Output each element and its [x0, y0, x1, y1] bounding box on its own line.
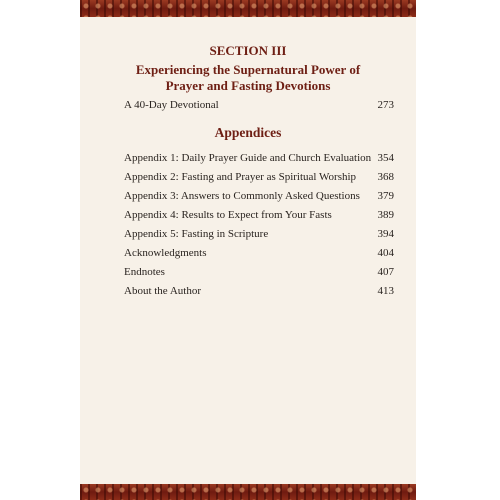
toc-entry-page-number: 273: [377, 99, 394, 111]
toc-entry-appendix-2[interactable]: [124, 170, 394, 184]
toc-entry-title: Appendix 4: Results to Expect from Your Fasts: [124, 209, 332, 221]
toc-entry-title: Appendix 3: Answers to Commonly Asked Questions: [124, 190, 360, 202]
top-decorative-border: [80, 0, 416, 17]
toc-entry-page-number: 389: [377, 209, 394, 221]
toc-entry-appendix-5[interactable]: [124, 227, 394, 241]
section-title-line-1: Experiencing the Supernatural Power of: [135, 62, 361, 77]
toc-entry-title: Appendix 1: Daily Prayer Guide and Church Evaluation: [124, 152, 372, 164]
toc-entry-endnotes[interactable]: [124, 265, 394, 279]
toc-entry-page-number: 413: [377, 285, 394, 297]
toc-entry-title: Endnotes: [124, 266, 165, 278]
toc-entry-title: About the Author: [124, 285, 201, 297]
toc-entry-page-number: 368: [377, 171, 394, 183]
toc-entry-page-number: 379: [377, 190, 394, 202]
toc-entry-acknowledgments[interactable]: [124, 246, 394, 260]
toc-entry-appendix-4[interactable]: [124, 208, 394, 222]
toc-entry-page-number: 404: [377, 247, 394, 259]
toc-entry-title: Appendix 5: Fasting in Scripture: [124, 228, 269, 240]
toc-entry-page-number: 394: [377, 228, 394, 240]
bottom-decorative-border: [80, 484, 416, 500]
toc-entry-appendix-3[interactable]: [124, 189, 394, 203]
toc-entry-page-number: 407: [377, 266, 394, 278]
toc-entry-title: A 40-Day Devotional: [124, 99, 219, 111]
toc-entry-appendix-1[interactable]: [124, 151, 394, 165]
section-title-line-2: Prayer and Fasting Devotions: [165, 78, 331, 93]
section-number: SECTION III: [209, 43, 287, 58]
toc-entry-title: Acknowledgments: [124, 247, 207, 259]
toc-entry-page-number: 354: [377, 152, 394, 164]
toc-entry-about-the-author[interactable]: [124, 284, 394, 298]
toc-entry-title: Appendix 2: Fasting and Prayer as Spiritual Worship: [124, 171, 357, 183]
appendices-heading: Appendices: [214, 125, 282, 140]
toc-entry-devotional[interactable]: [124, 98, 394, 112]
